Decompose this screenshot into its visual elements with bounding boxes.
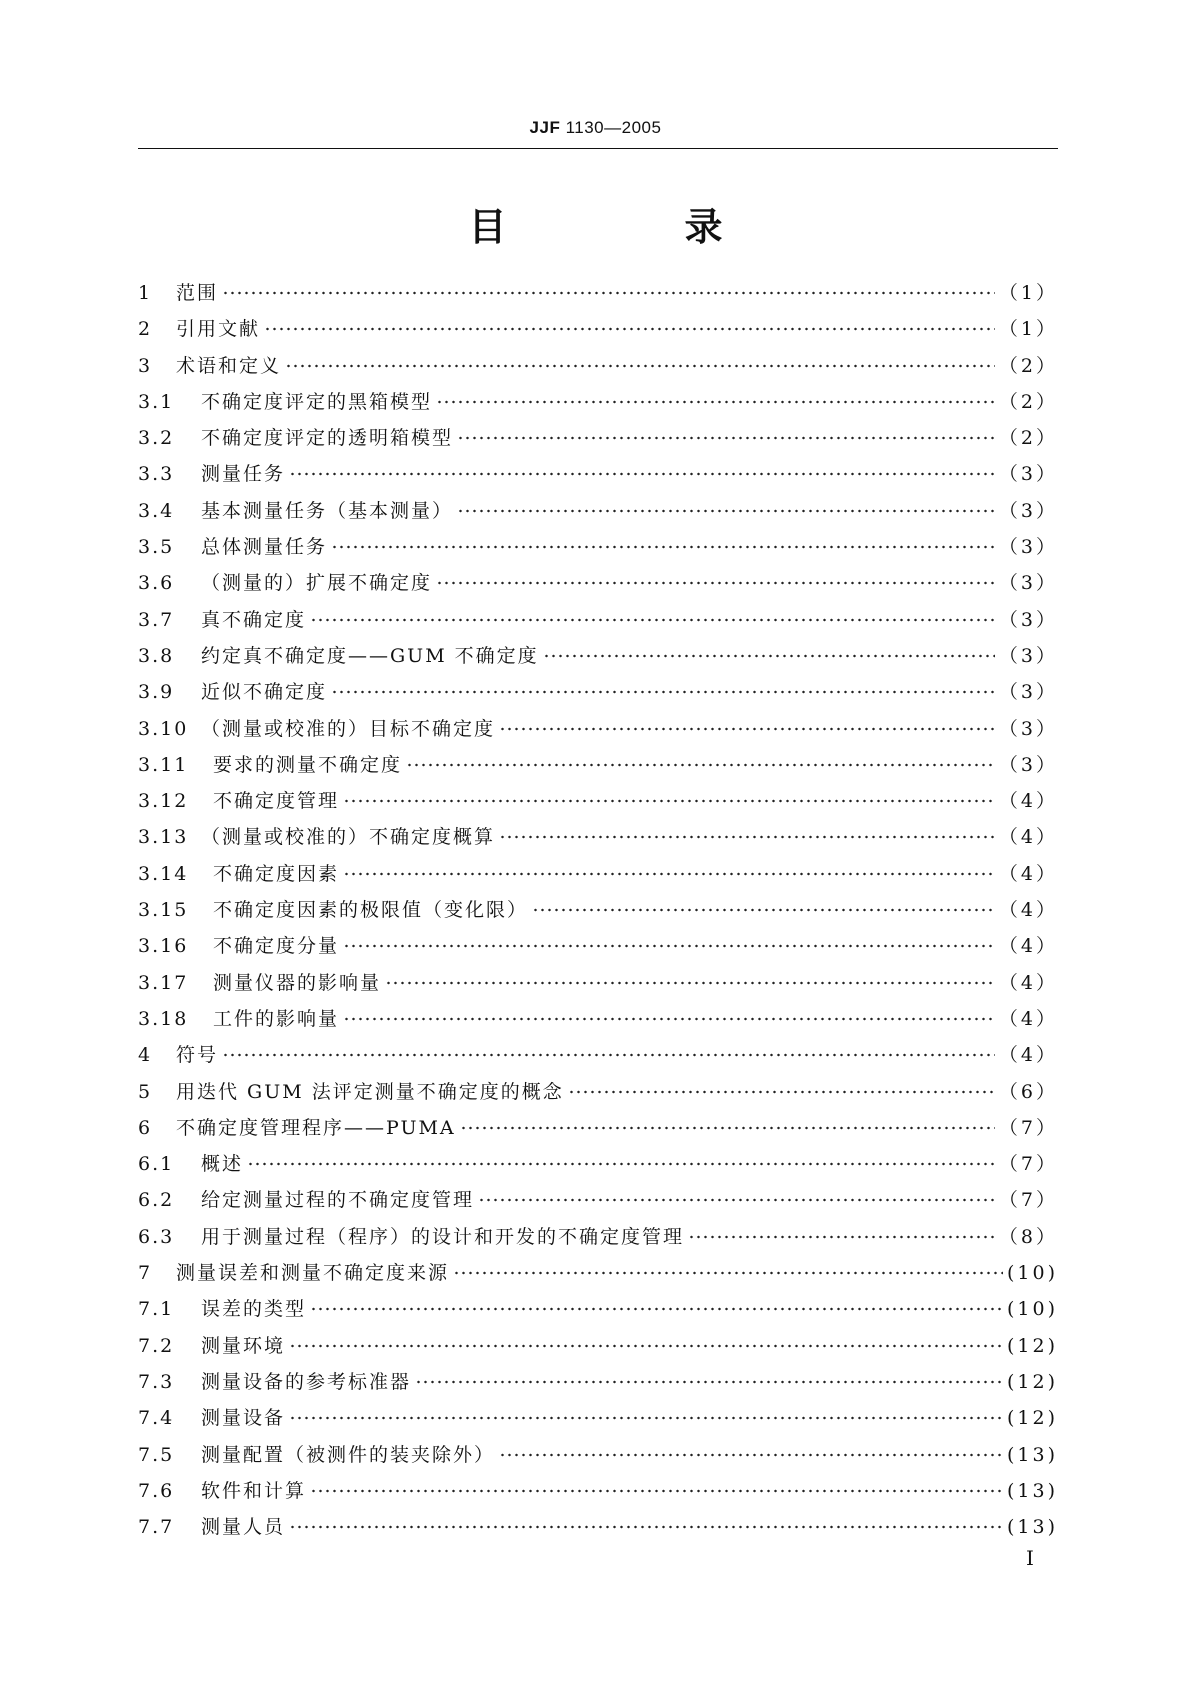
toc-entry-page: （7）: [998, 1116, 1058, 1139]
toc-entry-title: 不确定度管理程序——PUMA: [176, 1116, 456, 1139]
toc-entry-number: 7.2: [138, 1334, 175, 1357]
toc-entry-number: 3: [138, 354, 153, 377]
toc-entry-number: 4: [138, 1044, 153, 1067]
toc-entry-number: 3.5: [138, 536, 175, 559]
toc-dot-leader: [385, 981, 995, 985]
toc-dot-leader: [499, 727, 995, 731]
toc-entry-number: 6: [138, 1116, 153, 1139]
standard-code-number: 1130—2005: [560, 118, 662, 137]
toc-entry-number: 3.3: [138, 463, 175, 486]
toc-entry-page: (12): [1006, 1370, 1058, 1393]
toc-entry-number: 3.2: [138, 427, 175, 450]
toc-entry[interactable]: [138, 1258, 1058, 1294]
toc-entry[interactable]: [138, 1222, 1058, 1258]
toc-entry[interactable]: [138, 1403, 1058, 1439]
toc-entry-title: （测量的）扩展不确定度: [201, 572, 433, 595]
toc-entry-page: （4）: [998, 826, 1058, 849]
toc-entry-title: 约定真不确定度——GUM 不确定度: [201, 644, 539, 667]
toc-entry-page: （3）: [998, 717, 1058, 740]
toc-entry-title: 范围: [176, 282, 219, 304]
toc-entry-number: 7.1: [138, 1298, 175, 1321]
toc-entry-page: （1）: [998, 318, 1058, 341]
toc-entry-page: （3）: [998, 608, 1058, 631]
toc-entry-page: (12): [1006, 1334, 1058, 1357]
toc-dot-leader: [247, 1162, 995, 1166]
toc-entry[interactable]: [138, 532, 1058, 568]
toc-entry[interactable]: [138, 1512, 1058, 1548]
toc-entry[interactable]: [138, 931, 1058, 967]
toc-dot-leader: [543, 654, 995, 658]
toc-entry[interactable]: [138, 1331, 1058, 1367]
page-number: I: [1026, 1546, 1034, 1570]
toc-dot-leader: [343, 944, 995, 948]
toc-entry-page: (10): [1006, 1262, 1058, 1285]
toc-dot-leader: [457, 436, 995, 440]
toc-entry-title: 用迭代 GUM 法评定测量不确定度的概念: [176, 1080, 564, 1103]
toc-entry-number: 6.2: [138, 1189, 175, 1212]
toc-entry[interactable]: [138, 786, 1058, 822]
toc-dot-leader: [532, 908, 995, 912]
toc-entry-page: （4）: [998, 899, 1058, 922]
toc-entry[interactable]: [138, 387, 1058, 423]
toc-entry-title: 术语和定义: [176, 354, 282, 377]
toc-entry-page: （7）: [998, 1189, 1058, 1212]
toc-entry-number: 3.11: [138, 753, 189, 776]
toc-entry-title: 给定测量过程的不确定度管理: [201, 1189, 475, 1212]
toc-entry-number: 3.1: [138, 390, 175, 413]
toc-dot-leader: [568, 1090, 995, 1094]
header-rule: [138, 148, 1058, 149]
toc-entry[interactable]: [138, 1367, 1058, 1403]
toc-dot-leader: [343, 799, 995, 803]
toc-entry-title: 测量仪器的影响量: [213, 971, 382, 994]
toc-entry[interactable]: [138, 605, 1058, 641]
toc-dot-leader: [222, 1053, 995, 1057]
toc-entry-number: 3.4: [138, 499, 175, 522]
toc-entry-title: 真不确定度: [201, 608, 307, 631]
toc-dot-leader: [289, 1525, 1003, 1529]
toc-entry-title: 软件和计算: [201, 1479, 307, 1502]
toc-dot-leader: [415, 1380, 1003, 1384]
toc-dot-leader: [499, 1453, 1003, 1457]
toc-entry-number: 7.4: [138, 1407, 175, 1430]
toc-entry-number: 3.16: [138, 935, 189, 958]
toc-entry[interactable]: [138, 314, 1058, 350]
toc-entry-title: 近似不确定度: [201, 681, 328, 704]
toc-entry-page: （7）: [998, 1153, 1058, 1176]
toc-dot-leader: [285, 364, 995, 368]
toc-dot-leader: [310, 1489, 1003, 1493]
toc-entry-title: 用于测量过程（程序）的设计和开发的不确定度管理: [201, 1225, 685, 1248]
toc-entry[interactable]: [138, 1113, 1058, 1149]
toc-entry[interactable]: [138, 568, 1058, 604]
toc-entry-title: （测量或校准的）目标不确定度: [201, 717, 496, 740]
toc-entry-page: (10): [1006, 1298, 1058, 1321]
toc-entry-page: （2）: [998, 354, 1058, 377]
running-header: [0, 118, 1191, 138]
toc-dot-leader: [343, 872, 995, 876]
toc-entry[interactable]: [138, 822, 1058, 858]
toc-entry-title: 误差的类型: [201, 1298, 307, 1321]
toc-entry-number: 7.7: [138, 1516, 175, 1539]
toc-entry-title: 不确定度分量: [213, 935, 340, 958]
toc-entry-number: 3.13: [138, 826, 189, 849]
toc-dot-leader: [457, 509, 995, 513]
toc-entry-title: 不确定度因素: [213, 862, 340, 885]
toc-dot-leader: [289, 472, 995, 476]
toc-entry-title: 符号: [176, 1044, 219, 1067]
toc-dot-leader: [331, 690, 995, 694]
toc-entry-page: （3）: [998, 499, 1058, 522]
toc-entry[interactable]: [138, 423, 1058, 459]
toc-entry-page: （4）: [998, 971, 1058, 994]
toc-entry-number: 6.1: [138, 1153, 175, 1176]
toc-entry-title: 不确定度评定的黑箱模型: [201, 390, 433, 413]
toc-entry-page: (13): [1006, 1516, 1058, 1539]
toc-entry-number: 7: [138, 1262, 153, 1285]
toc-entry-title: 测量配置（被测件的装夹除外）: [201, 1443, 496, 1466]
toc-entry-number: 3.18: [138, 1007, 189, 1030]
toc-entry-page: (13): [1006, 1443, 1058, 1466]
toc-dot-leader: [222, 291, 995, 295]
toc-entry[interactable]: [138, 1149, 1058, 1185]
toc-entry-number: 5: [138, 1080, 153, 1103]
toc-entry-page: （3）: [998, 644, 1058, 667]
toc-entry[interactable]: [138, 714, 1058, 750]
toc-entry-number: 3.12: [138, 790, 189, 813]
toc-entry-number: 3.10: [138, 717, 189, 740]
toc-title: 目 录: [468, 205, 793, 249]
toc-entry-page: （4）: [998, 1007, 1058, 1030]
toc-entry-page: (13): [1006, 1479, 1058, 1502]
toc-entry-title: 测量人员: [201, 1516, 286, 1539]
toc-entry-title: 工件的影响量: [213, 1007, 340, 1030]
toc-entry[interactable]: [138, 677, 1058, 713]
toc-dot-leader: [310, 618, 995, 622]
toc-entry-title: 不确定度评定的透明箱模型: [201, 427, 454, 450]
toc-entry[interactable]: [138, 1040, 1058, 1076]
toc-entry-page: （3）: [998, 463, 1058, 486]
toc-entry-page: （3）: [998, 753, 1058, 776]
toc-dot-leader: [289, 1344, 1003, 1348]
toc-entry-number: 3.17: [138, 971, 189, 994]
toc-dot-leader: [289, 1416, 1003, 1420]
toc-entry-page: （2）: [998, 427, 1058, 450]
toc-entry-number: 3.14: [138, 862, 189, 885]
toc-entry[interactable]: [138, 1440, 1058, 1476]
toc-entry-page: （3）: [998, 681, 1058, 704]
toc-entry-number: 3.9: [138, 681, 175, 704]
toc-entry-number: 1: [138, 282, 153, 304]
toc-entry-title: 总体测量任务: [201, 536, 328, 559]
toc-dot-leader: [406, 763, 995, 767]
toc-entry[interactable]: [138, 1294, 1058, 1330]
toc-entry[interactable]: [138, 750, 1058, 786]
toc-entry[interactable]: [138, 351, 1058, 387]
toc-entry-title: 基本测量任务（基本测量）: [201, 499, 454, 522]
toc-entry[interactable]: [138, 641, 1058, 677]
toc-entry-page: （4）: [998, 790, 1058, 813]
toc-entry[interactable]: [138, 459, 1058, 495]
toc-entry-number: 7.6: [138, 1479, 175, 1502]
toc-entry-page: （4）: [998, 935, 1058, 958]
toc-entry[interactable]: [138, 1077, 1058, 1113]
toc-entry-page: （8）: [998, 1225, 1058, 1248]
toc-entry-number: 3.6: [138, 572, 175, 595]
toc-entry-title: 测量任务: [201, 463, 286, 486]
toc-entry-title: 不确定度因素的极限值（变化限）: [213, 899, 529, 922]
toc-entry-page: （3）: [998, 536, 1058, 559]
toc-entry-page: （6）: [998, 1080, 1058, 1103]
toc-entry-page: （4）: [998, 862, 1058, 885]
toc-entry[interactable]: [138, 278, 1058, 314]
toc-entry-title: 引用文献: [176, 318, 261, 341]
toc-entry-number: 3.8: [138, 644, 175, 667]
toc-entry-page: （1）: [998, 282, 1058, 304]
toc-entry-title: 测量设备: [201, 1407, 286, 1430]
toc-dot-leader: [460, 1126, 995, 1130]
toc-entry-number: 2: [138, 318, 153, 341]
toc-entry-page: （3）: [998, 572, 1058, 595]
toc-entry-title: （测量或校准的）不确定度概算: [201, 826, 496, 849]
toc-entry-number: 7.5: [138, 1443, 175, 1466]
toc-entry-title: 要求的测量不确定度: [213, 753, 403, 776]
toc-entry-page: (12): [1006, 1407, 1058, 1430]
toc-entry-title: 概述: [201, 1153, 244, 1176]
toc-dot-leader: [688, 1235, 995, 1239]
toc-entry-title: 测量环境: [201, 1334, 286, 1357]
toc-dot-leader: [436, 400, 995, 404]
toc-entry[interactable]: [138, 1185, 1058, 1221]
toc-entry-number: 3.7: [138, 608, 175, 631]
toc-dot-leader: [453, 1271, 1003, 1275]
toc-dot-leader: [310, 1307, 1003, 1311]
toc-entry-number: 6.3: [138, 1225, 175, 1248]
toc-entry-number: 3.15: [138, 899, 189, 922]
toc-entry-number: 7.3: [138, 1370, 175, 1393]
toc-entry-title: 测量误差和测量不确定度来源: [176, 1262, 450, 1285]
toc-entry[interactable]: [138, 895, 1058, 931]
toc-entry[interactable]: [138, 496, 1058, 532]
toc-dot-leader: [264, 327, 995, 331]
toc-entry-page: （2）: [998, 390, 1058, 413]
toc-entry[interactable]: [138, 1004, 1058, 1040]
toc-entry[interactable]: [138, 968, 1058, 1004]
toc-entry-title: 不确定度管理: [213, 790, 340, 813]
standard-code-prefix: JJF: [529, 118, 561, 137]
toc-entry[interactable]: [138, 1476, 1058, 1512]
toc-dot-leader: [331, 545, 995, 549]
toc-dot-leader: [478, 1198, 995, 1202]
toc-entry-title: 测量设备的参考标准器: [201, 1370, 412, 1393]
toc-dot-leader: [343, 1017, 995, 1021]
toc-entry[interactable]: [138, 859, 1058, 895]
table-of-contents: [138, 278, 1058, 1548]
toc-dot-leader: [436, 581, 995, 585]
toc-entry-page: （4）: [998, 1044, 1058, 1067]
toc-dot-leader: [499, 835, 995, 839]
